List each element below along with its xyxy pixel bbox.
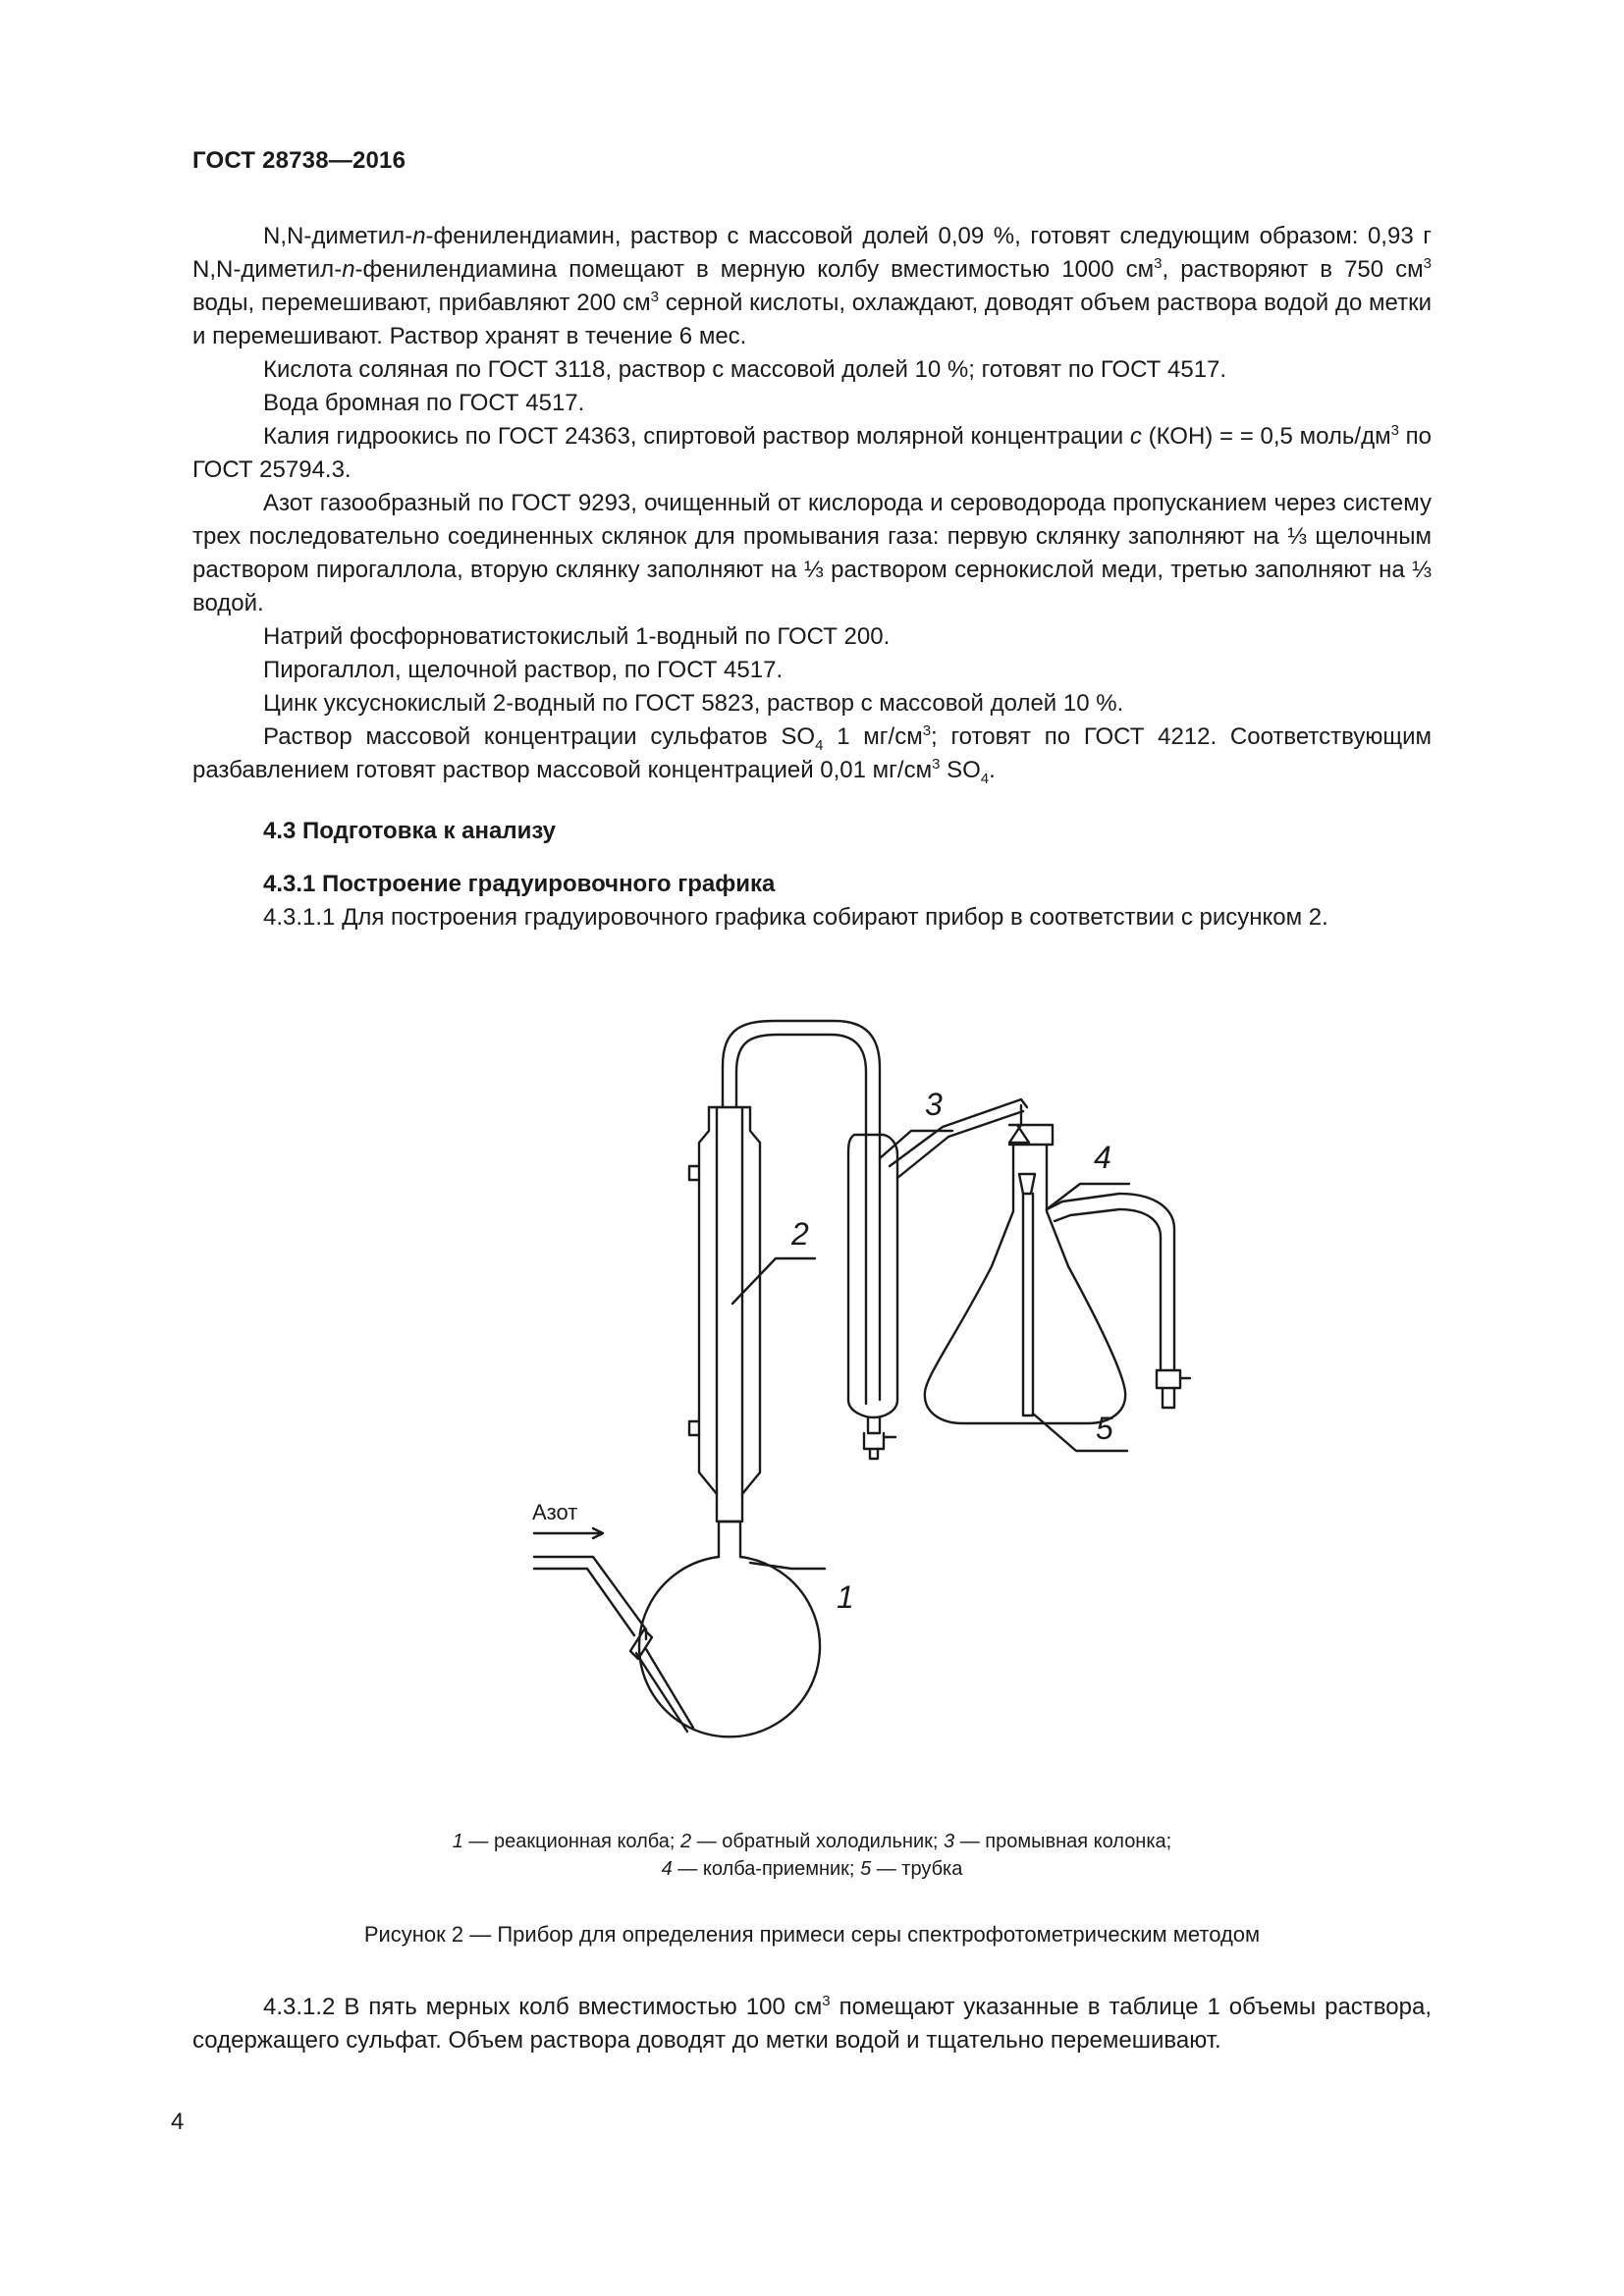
arrow-icon	[534, 1528, 603, 1538]
side-arm	[1047, 1194, 1190, 1408]
paragraph-zinc-acetate: Цинк уксуснокислый 2-водный по ГОСТ 5823, раствор с массовой долей 10 %.	[263, 690, 1124, 717]
paragraph-dimethyl: N,N-диметил-n-фенилендиамин, раствор с массовой долей 0,09 %, готовят следующим образом: 0,93 г N,N-диметил-n-фенилендиамина помещают в мерную колбу вместимостью 1000 $см^3$, растворяют в 750 $см^3$ воды, перемешивают, прибавляют 200 $см^3$ серной кислоты, охлаждают, доводят объем раствора водой до метки и перемешивают. Раствор хранят в течение 6 мес.	[192, 223, 1433, 349]
paragraph-potassium-hydroxide: Калия гидроокись по ГОСТ 24363, спиртовой раствор молярной концентрации с (КОН) = = 0,5 моль/$дм^3$ по ГОСТ 25794.3.	[192, 422, 1432, 483]
wash-column	[848, 1099, 1027, 1459]
paragraph-hydrochloric-acid: Кислота соляная по ГОСТ 3118, раствор с массовой долей 10 %; готовят по ГОСТ 4517.	[263, 356, 1227, 383]
paragraph-sodium-hypophosphite: Натрий фосфорноватистокислый 1-водный по ГОСТ 200.	[263, 623, 891, 650]
section-heading-4-3-1: 4.3.1 Построение градуировочного графика	[263, 871, 776, 897]
figure-caption: Рисунок 2 — Прибор для определения примеси серы спектрофотометрическим методом	[363, 1922, 1261, 1947]
paragraph-sulfate-solution: Раствор массовой концентрации сульфатов $SO_4$ 1 $мг/см^3$; готовят по ГОСТ 4212. Соответствующим разбавлением готовят раствор массовой концентрацией 0,01 $мг/см^3$ $SO_4$.	[192, 722, 1433, 787]
reaction-flask	[639, 1522, 820, 1736]
leader-lines	[732, 1131, 1129, 1569]
document-header: ГОСТ 28738—2016	[192, 147, 406, 174]
inner-tube	[1019, 1174, 1035, 1415]
paragraph-4-3-1-2-block	[192, 1991, 1432, 2057]
apparatus-diagram	[491, 1001, 1237, 1806]
section-heading-4-3: 4.3 Подготовка к анализу	[263, 818, 557, 844]
legend-line-2: 4 — колба-приемник; 5 — трубка	[661, 1858, 963, 1880]
paragraph-4-3-1-2: 4.3.1.2 В пять мерных колб вместимостью 100 $см^3$ помещают указанные в таблице 1 объемы раствора, содержащего сульфат. Объем раствора доводят до метки водой и тщательно перемешивают.	[192, 1993, 1432, 2054]
legend-line-1: 1 — реакционная колба; 2 — обратный холодильник; 3 — промывная колонка;	[452, 1831, 1172, 1852]
paragraph-bromine-water: Вода бромная по ГОСТ 4517.	[263, 390, 585, 416]
label-1: 1	[837, 1579, 854, 1615]
page-number: 4	[171, 2109, 185, 2135]
paragraph-pyrogallol: Пирогаллол, щелочной раствор, по ГОСТ 4517.	[263, 657, 784, 683]
figure-legend	[192, 1828, 1432, 1883]
label-4: 4	[1094, 1140, 1111, 1175]
paragraph-4-3-1-1: 4.3.1.1 Для построения градуировочного графика собирают прибор в соответствии с рисунком 2.	[263, 904, 1328, 931]
figure-2	[491, 1001, 1237, 1811]
reagents-section	[192, 220, 1432, 934]
paragraph-nitrogen: Азот газообразный по ГОСТ 9293, очищенный от кислорода и сероводорода пропусканием через систему трех последовательно соединенных склянок для промывания газа: первую склянку заполняют на ⅓ щелочным раствором пирогаллола, вторую склянку заполняют на ⅓ раствором сернокислой меди, третью заполняют на ⅓ водой.	[192, 490, 1432, 616]
azot-label: Азот	[532, 1500, 578, 1524]
connecting-tube	[723, 1021, 880, 1404]
label-2: 2	[791, 1216, 809, 1252]
nitrogen-inlet-tube	[534, 1557, 693, 1732]
label-5: 5	[1096, 1411, 1113, 1446]
reflux-condenser	[689, 1107, 760, 1522]
label-3: 3	[925, 1087, 943, 1122]
